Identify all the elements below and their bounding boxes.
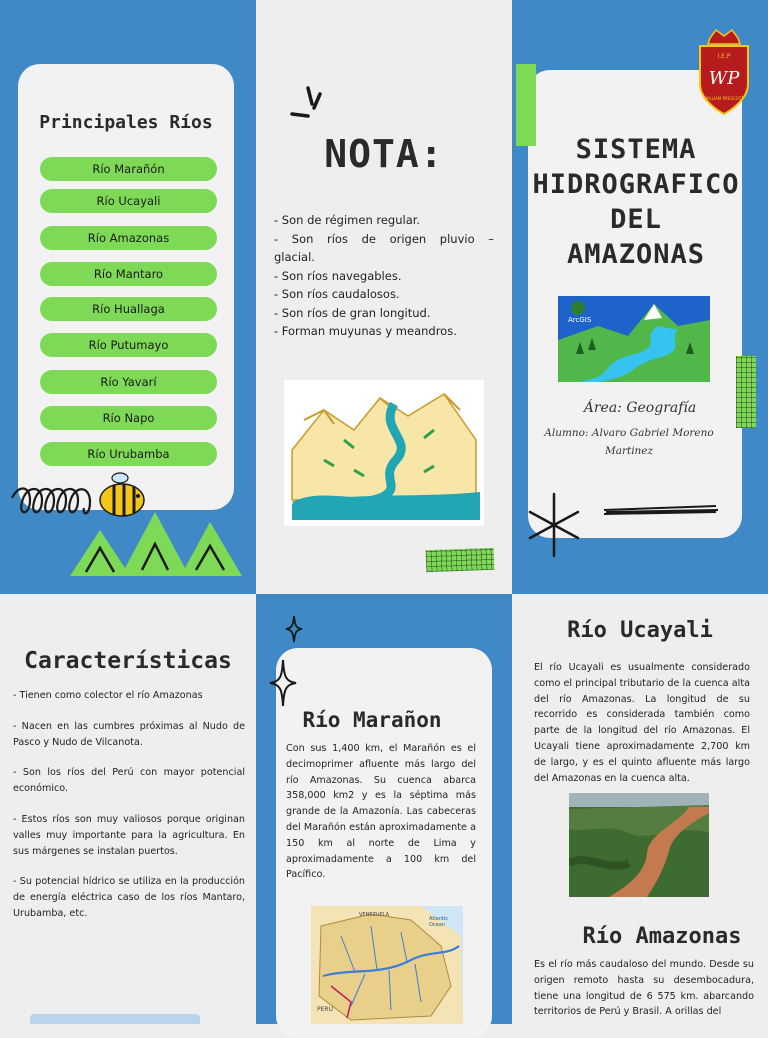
scribble-decoration [600,498,720,522]
student-name: Alumno: Alvaro Gabriel Moreno Martinez [544,427,714,457]
river-pill: Río Yavarí [40,370,217,394]
main-title [514,132,758,272]
nota-item: - Son de régimen regular. [274,213,421,227]
subject-area: Área: Geografía [583,400,697,416]
nota-item: - Forman muyunas y meandros. [274,324,457,338]
main-title-line: AMAZONAS [566,239,706,270]
nota-item: - Son ríos caudalosos. [274,287,400,301]
ucayali-photo [569,793,709,897]
river-pill: Río Amazonas [40,226,217,250]
nota-list [274,211,494,341]
logo-bottom-text: WILLIAM PRESCOTT [704,96,744,101]
amazon-basin-map [311,906,463,1024]
sparkle-star-icon [284,614,304,644]
nota-item: - Son ríos de origen pluvio – glacial. [274,231,494,264]
main-title-line: DEL [610,204,662,235]
caracteristica-item: - Su potencial hídrico se utiliza en la producción de energía eléctrica caso de los ríos Mantaro, Urubamba, etc. [13,876,245,919]
meander-illustration [284,380,484,526]
caracteristica-item: - Son los ríos del Perú con mayor potencial económico. [13,767,245,795]
river-pill: Río Ucayali [40,189,217,213]
nota-item: - Son ríos de gran longitud. [274,305,431,320]
river-pill: Río Mantaro [40,262,217,286]
caracteristica-item: - Tienen como colector el río Amazonas [13,690,203,701]
river-pill: Río Putumayo [40,333,217,357]
caracteristicas-title: Características [24,648,232,674]
main-title-line: SISTEMA [575,134,697,165]
mountains-decoration [70,508,242,578]
arcgis-illustration [558,296,710,382]
river-pill: Río Huallaga [40,297,217,321]
logo-top-text: I.E.P [717,53,731,60]
rivers-title: Principales Ríos [39,112,213,133]
amazonas-title: Río Amazonas [582,924,742,949]
map-label: PERU [317,1006,333,1013]
ucayali-text: El río Ucayali es usualmente considerado como el principal tributario de la cuenca alta del río Amazonas. La longitud de su recorrido es considerada también como parte de la longitud del río Amazonas. El Ucayali tiene aproximadamente 2,700 km de largo, y es el quinto afluente más largo del Amazonas en la cuenca alta. [534,662,750,784]
bottom-image-partial [30,1014,200,1024]
arcgis-label: ArcGIS [568,316,592,324]
river-pill: Río Marañón [40,157,217,181]
maranon-title: Río Marañon [302,708,442,732]
sparkle-star-icon [268,658,298,708]
maranon-text: Con sus 1,400 km, el Marañón es el decimoprimer afluente más largo del río Amazonas. Su cuenca abarca 358,000 km2 y es la séptima más grande de la Amazonía. Las cabeceras del Marañón están aproximadamente a 150 km al norte de Lima y aproximadamente a 100 km del Pacífico. [286,743,476,881]
asterisk-star-icon [524,490,584,560]
sparkle-lines-icon [286,84,330,124]
map-label: Atlantic Ocean [429,916,449,928]
river-pill: Río Napo [40,406,217,430]
nota-item: - Son ríos navegables. [274,268,402,283]
river-pill: Río Urubamba [40,442,217,466]
tape-decoration [736,356,756,428]
caracteristicas-list [13,688,245,922]
tape-decoration [426,548,495,572]
caracteristica-item: - Nacen en las cumbres próximas al Nudo de Pasco y Nudo de Vilcanota. [13,720,245,748]
ucayali-title: Río Ucayali [567,618,713,643]
nota-title: NOTA: [324,132,444,176]
main-title-line: HIDROGRAFICO [532,169,740,200]
amazonas-text: Es el río más caudaloso del mundo. Desde su origen remoto hasta su desembocadura, tiene una longitud de 6 575 km. abarcando territorios de Perú y Brasil. A orillas del [534,959,754,1018]
map-label: VENEZUELA [359,912,390,918]
school-crest-logo [694,28,754,118]
caracteristica-item: - Estos ríos son muy valiosos porque originan valles muy importante para la agricultura. En sus márgenes se instalan puertos. [13,813,245,857]
logo-monogram: WP [708,68,740,89]
